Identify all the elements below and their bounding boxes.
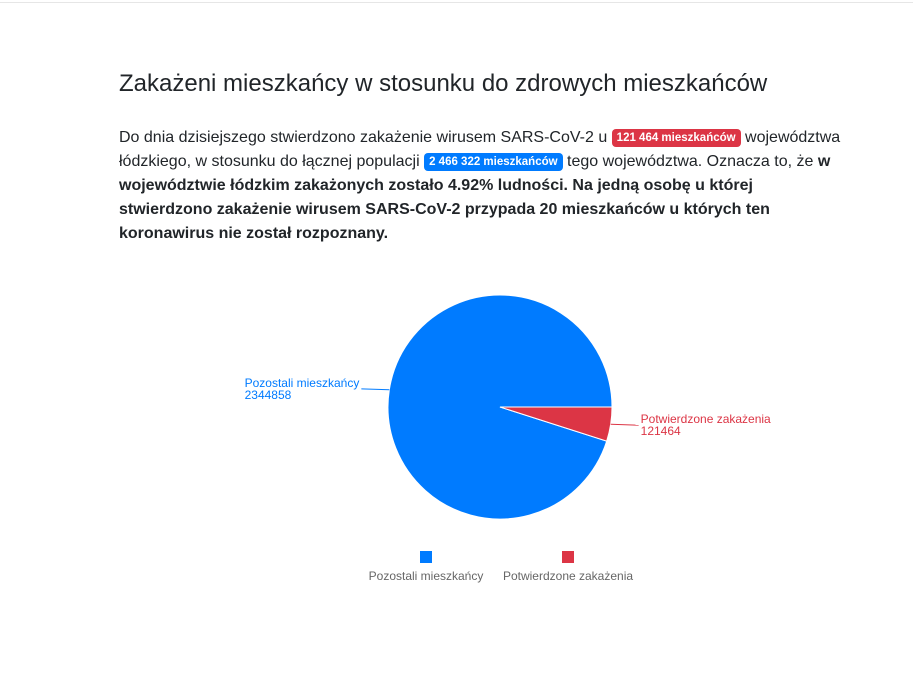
population-count-badge: 2 466 322 mieszkańców	[424, 153, 563, 171]
legend-label-0[interactable]: Pozostali mieszkańcy	[368, 569, 484, 583]
leader-line-1	[611, 424, 639, 425]
slice-label-1: Potwierdzone zakażenia	[640, 412, 771, 427]
infected-count-badge: 121 464 mieszkańców	[612, 129, 741, 147]
summary-bold-text: w województwie łódzkim zakażonych zostało 4.92% ludności. Na jedną osobę u której stwierdzono zakażenie wirusem SARS-CoV-2 przypada 20 mieszkańców u których ten koronawirus nie został rozpoznany.	[119, 153, 831, 242]
page-heading: Zakażeni mieszkańcy w stosunku do zdrowych mieszkańców	[119, 70, 768, 97]
summary-text-1: Do dnia dzisiejszego stwierdzono zakażenie wirusem SARS-CoV-2 u	[119, 129, 612, 146]
legend-swatch-0[interactable]	[420, 551, 432, 563]
summary-text-3: tego województwa. Oznacza to, że	[562, 153, 818, 170]
legend-swatch-1[interactable]	[562, 551, 574, 563]
summary-text-2: województwa łódzkiego, w stosunku do łącznej populacji	[119, 129, 841, 170]
slice-label-0: Pozostali mieszkańcy	[244, 375, 360, 390]
legend-label-1[interactable]: Potwierdzone zakażenia	[502, 569, 634, 583]
leader-line-0	[361, 389, 389, 390]
slice-value-0: 2344858	[244, 387, 292, 402]
slice-value-1: 121464	[640, 424, 681, 439]
